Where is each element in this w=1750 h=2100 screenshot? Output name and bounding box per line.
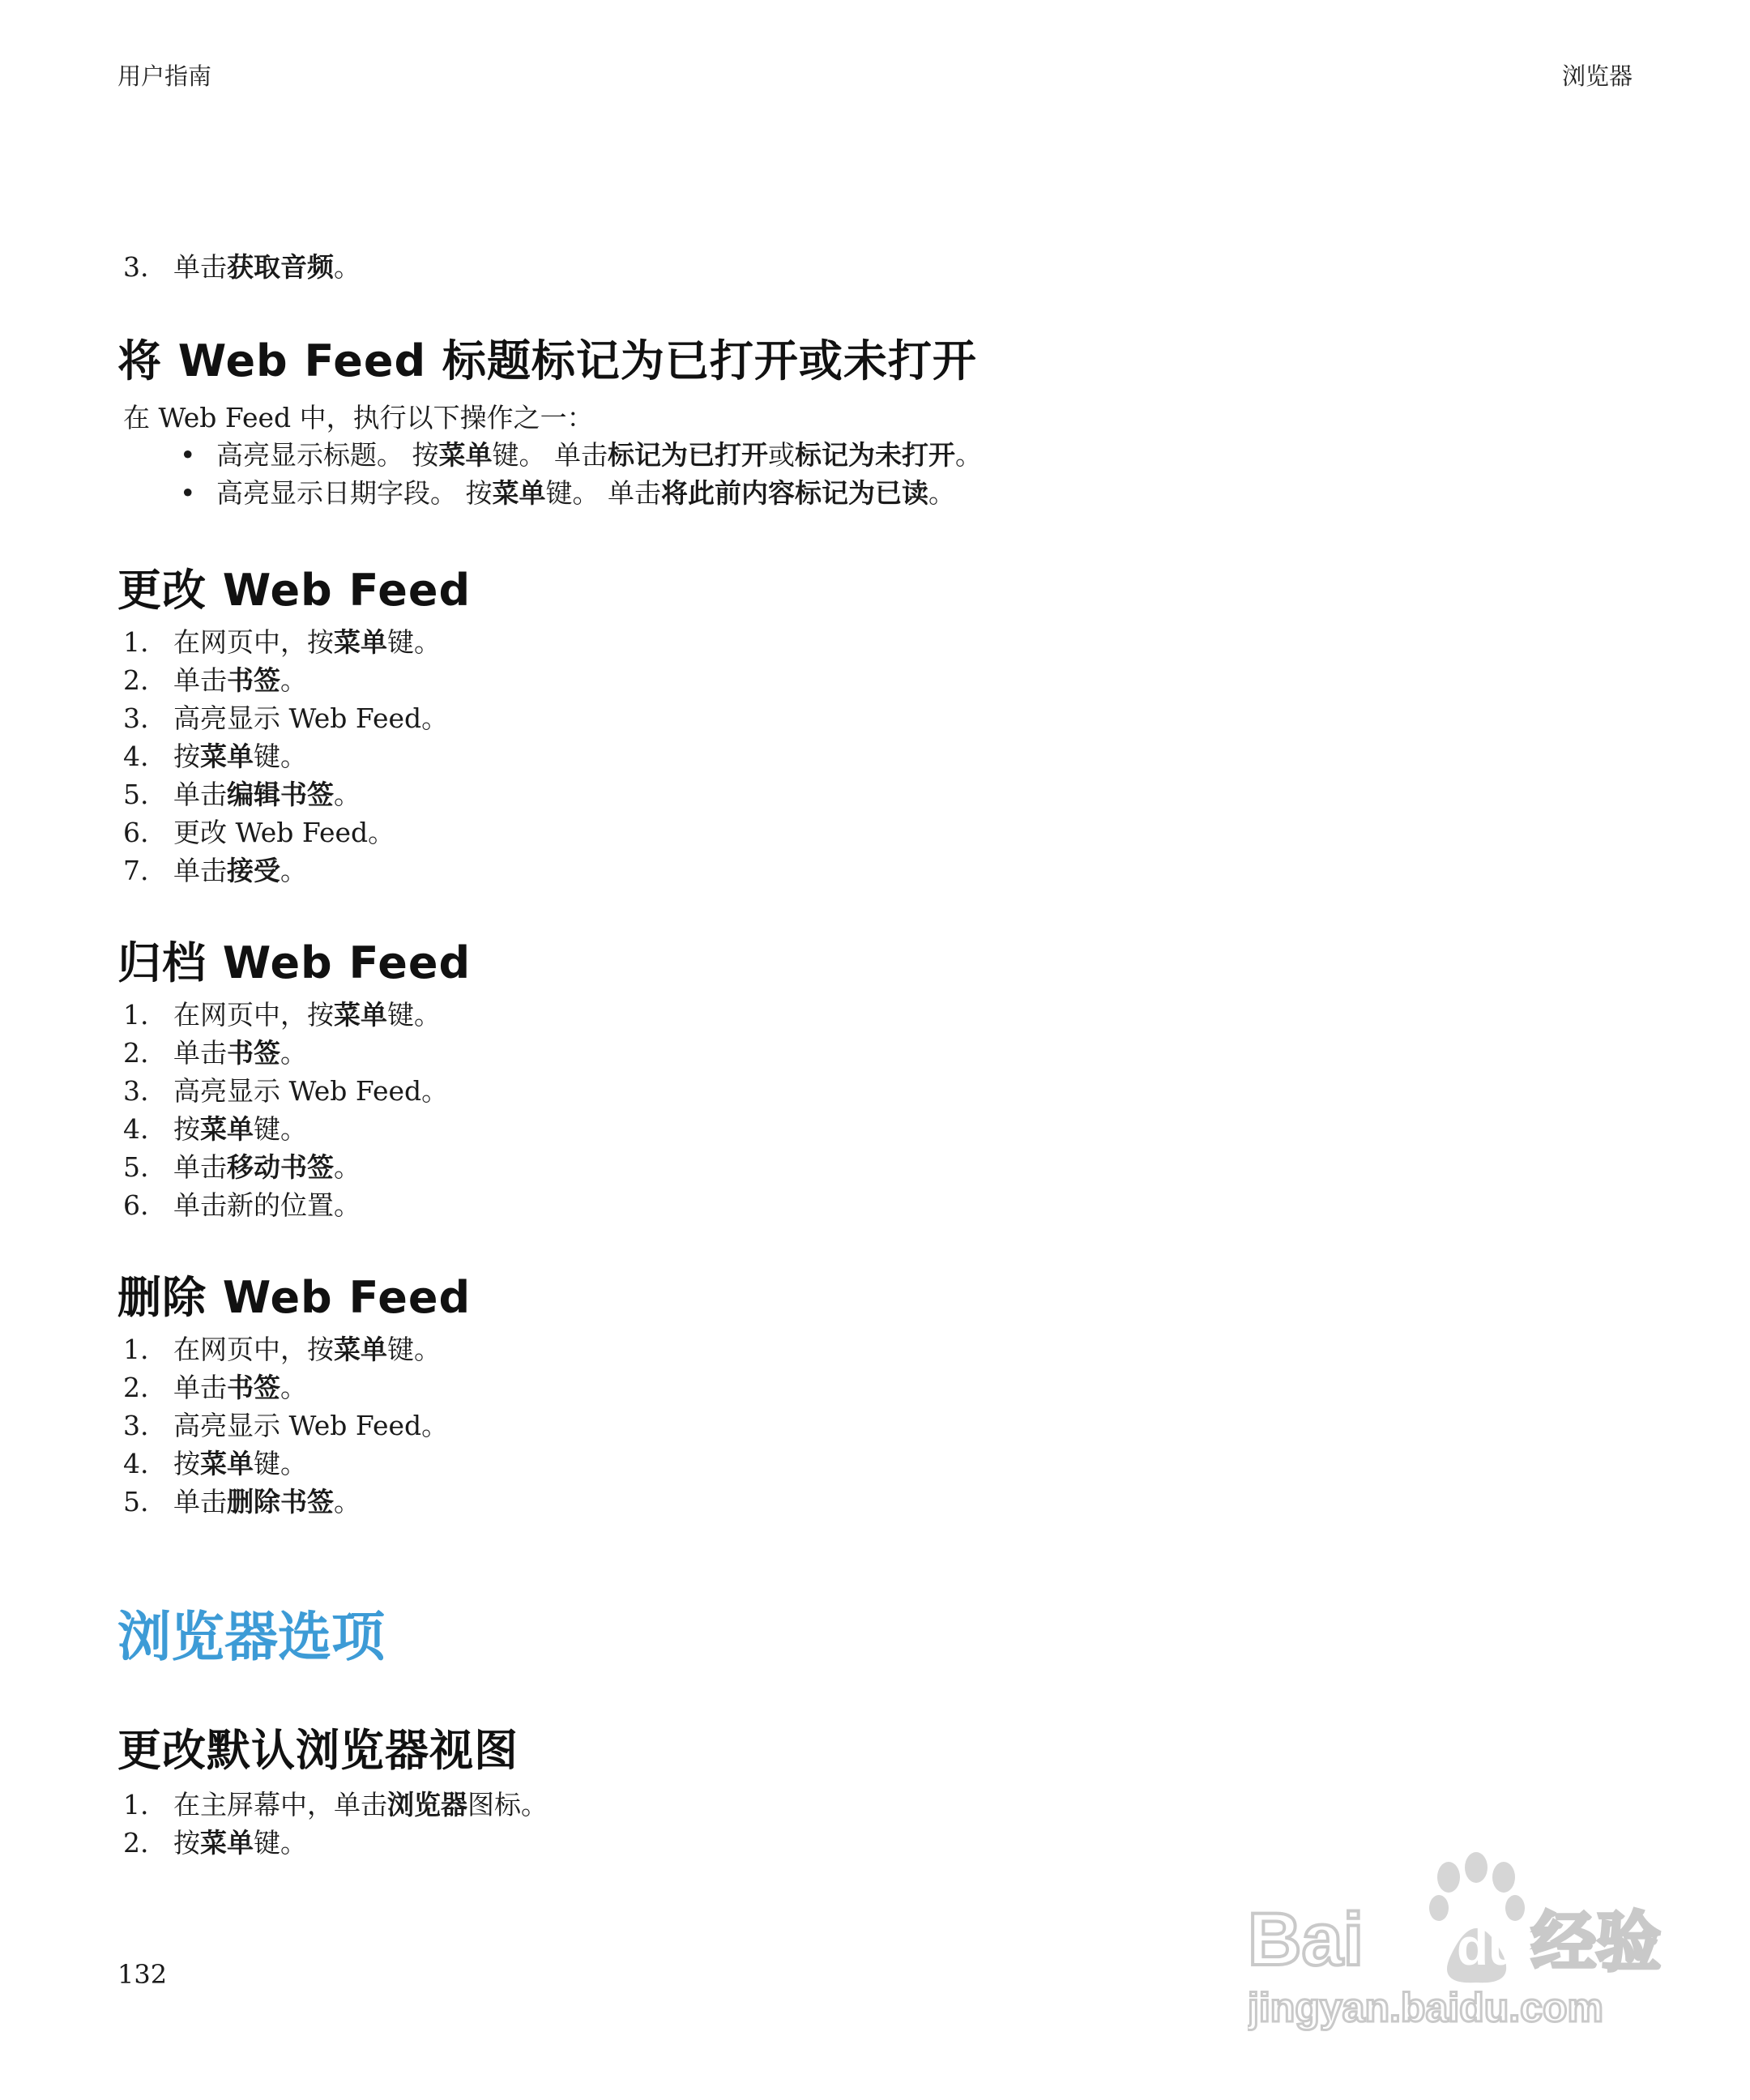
list-item: 7. 单击接受。 [123,855,307,886]
watermark-url: jingyan.baidu.com [1248,1985,1603,2030]
list-item: 4. 按菜单键。 [123,1448,307,1479]
list-item: 3. 高亮显示 Web Feed。 [123,1410,449,1441]
bullet-item: • 高亮显示日期字段。 按菜单键。 单击将此前内容标记为已读。 [180,477,955,509]
list-item: 2. 单击书签。 [123,1372,307,1403]
heading-change-web-feed: 更改 Web Feed [117,565,472,616]
page-number: 132 [117,1959,168,1990]
list-item: 4. 按菜单键。 [123,741,307,772]
watermark-brand-left: Bai [1248,1898,1364,1981]
list-item: 1. 在网页中，按菜单键。 [123,1334,441,1365]
list-item: 6. 更改 Web Feed。 [123,817,395,848]
list-item: 1. 在网页中，按菜单键。 [123,999,441,1031]
list-item: 6. 单击新的位置。 [123,1189,361,1221]
step-number: 3. [123,251,149,283]
list-item: 5. 单击编辑书签。 [123,779,361,810]
list-item: 5. 单击删除书签。 [123,1486,361,1517]
watermark-du: du [1457,1918,1521,1976]
bullet-dot-icon: • [180,477,196,509]
baidu-watermark-logo [1248,1843,1669,2038]
heading-delete-web-feed: 删除 Web Feed [117,1272,472,1323]
list-item: 2. 单击书签。 [123,664,307,696]
intro-paragraph: 在 Web Feed 中，执行以下操作之一： [123,402,594,433]
list-item: 1. 在主屏幕中，单击浏览器图标。 [123,1789,548,1820]
bullet-dot-icon: • [180,439,196,471]
heading-mark-web-feed: 将 Web Feed 标题标记为已打开或未打开 [117,335,977,386]
heading-archive-web-feed: 归档 Web Feed [117,937,472,988]
heading-browser-options: 浏览器选项 [117,1606,385,1668]
list-item: 3. 高亮显示 Web Feed。 [123,1075,449,1107]
list-item: 5. 单击移动书签。 [123,1151,361,1183]
heading-change-default-view: 更改默认浏览器视图 [117,1725,519,1776]
list-item: 4. 按菜单键。 [123,1113,307,1145]
list-item: 2. 单击书签。 [123,1037,307,1069]
list-item: 2. 按菜单键。 [123,1827,307,1859]
list-item: 3. 单击获取音频。 [123,251,361,283]
list-item: 1. 在网页中，按菜单键。 [123,626,441,658]
running-header-right: 浏览器 [1561,62,1633,90]
watermark-brand-right: 经验 [1531,1905,1661,1980]
running-header-left: 用户指南 [117,62,212,90]
bullet-item: • 高亮显示标题。 按菜单键。 单击标记为已打开或标记为未打开。 [180,439,982,471]
list-item: 3. 高亮显示 Web Feed。 [123,702,449,734]
